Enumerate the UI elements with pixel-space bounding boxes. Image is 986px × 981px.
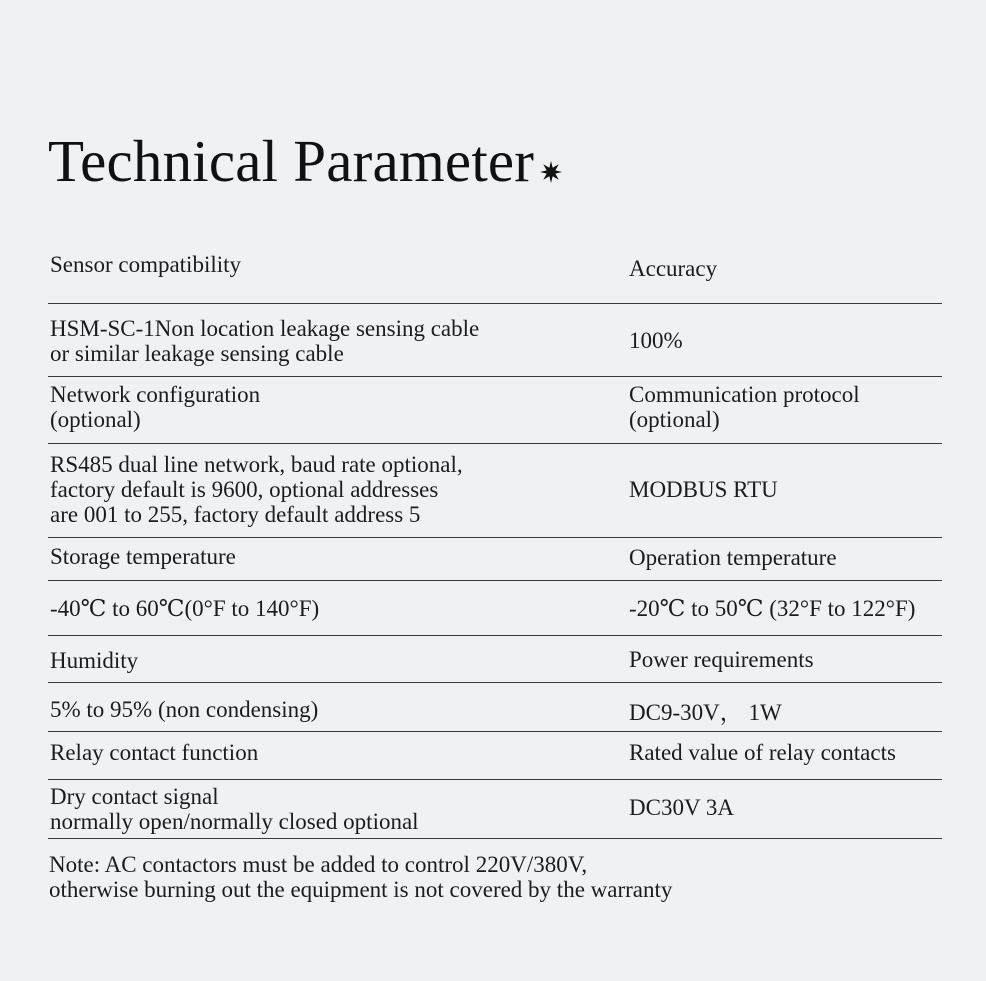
table-row bbox=[48, 732, 942, 780]
table-row bbox=[48, 538, 942, 581]
warranty-note: Note: AC contactors must be added to control 220V/380V, otherwise burning out the equipment is not covered by the warranty bbox=[49, 852, 673, 902]
row-right-cell: DC9-30V， 1W bbox=[629, 700, 782, 725]
table-row bbox=[48, 636, 942, 683]
row-left-cell: Storage temperature bbox=[50, 544, 236, 569]
row-left-cell: Sensor compatibility bbox=[50, 252, 242, 277]
row-right-cell: Operation temperature bbox=[629, 545, 837, 570]
table-row bbox=[48, 780, 942, 839]
row-left-cell: RS485 dual line network, baud rate optional, factory default is 9600, optional addresses are 001 to 255, factory default address 5 bbox=[50, 452, 463, 527]
row-right-cell: Accuracy bbox=[629, 256, 718, 281]
row-right-cell: 100% bbox=[629, 328, 683, 353]
row-left-cell: Relay contact function bbox=[50, 740, 259, 765]
row-left-cell: Network configuration (optional) bbox=[50, 382, 261, 432]
table-row bbox=[48, 683, 942, 732]
row-left-cell: -40℃ to 60℃(0°F to 140°F) bbox=[50, 596, 320, 621]
row-right-cell: MODBUS RTU bbox=[629, 477, 778, 502]
table-row bbox=[48, 444, 942, 538]
row-left-cell: 5% to 95% (non condensing) bbox=[50, 697, 319, 722]
row-right-cell: Power requirements bbox=[629, 647, 814, 672]
row-right-cell: Rated value of relay contacts bbox=[629, 740, 896, 765]
page-title bbox=[48, 126, 562, 196]
table-row bbox=[48, 581, 942, 636]
page-title-text: Technical Parameter bbox=[48, 128, 535, 194]
row-left-cell: Humidity bbox=[50, 648, 139, 673]
star-burst-icon bbox=[540, 161, 562, 183]
table-row bbox=[48, 377, 942, 444]
table-row bbox=[48, 304, 942, 377]
row-left-cell: Dry contact signal normally open/normally closed optional bbox=[50, 784, 419, 834]
row-right-cell: Communication protocol (optional) bbox=[629, 382, 860, 432]
row-right-cell: -20℃ to 50℃ (32°F to 122°F) bbox=[629, 596, 916, 621]
row-left-cell: HSM-SC-1Non location leakage sensing cable or similar leakage sensing cable bbox=[50, 316, 480, 366]
row-right-cell: DC30V 3A bbox=[629, 795, 735, 820]
table-row bbox=[48, 240, 942, 304]
